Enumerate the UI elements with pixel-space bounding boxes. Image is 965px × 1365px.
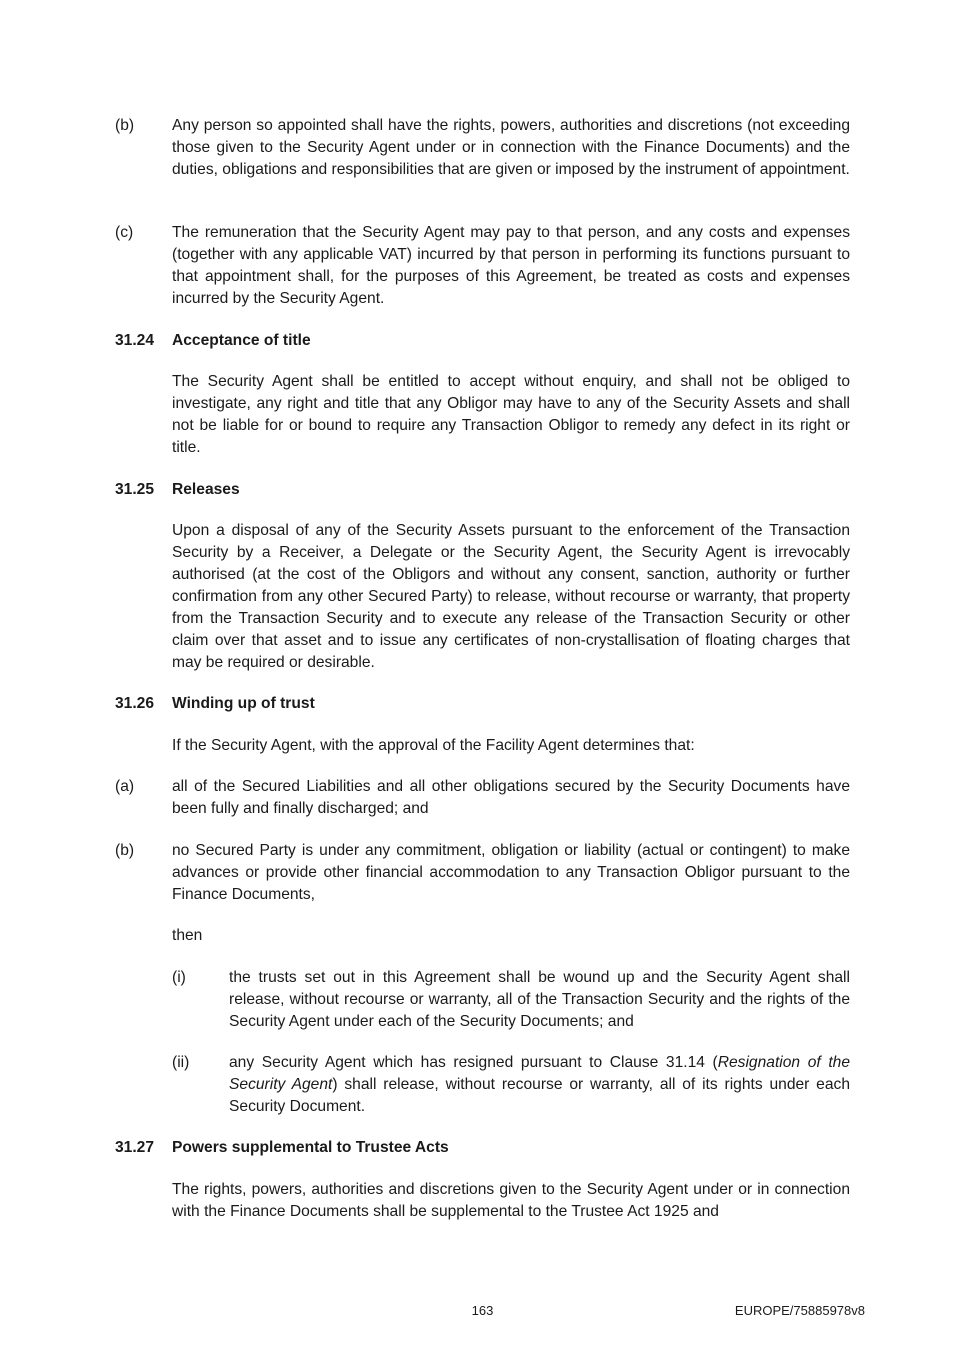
clause-number: 31.26 [115,695,155,712]
clause-title: Powers supplemental to Trustee Acts [172,1139,449,1156]
paragraph-text: Any person so appointed shall have the rights, powers, authorities and discretions (not exceeding those given to the Security Agent under or in connection with the Finance Documents) and the duties, obligations and responsibilities that are given or imposed by the instrument of appointment. [172,117,850,178]
paragraph-label: (c) [115,224,134,241]
clause-number: 31.27 [115,1139,155,1156]
clause-body-text: The Security Agent shall be entitled to accept without enquiry, and shall not be obliged to investigate, any right and title that any Obligor may have to any of the Security Assets and shall not be liable for or bound to require any Transaction Obligor to remedy any defect in its right or title. [172,373,850,456]
clause-title: Acceptance of title [172,332,311,349]
clause-body-31-25 [115,520,850,674]
clause-body-31-27 [115,1179,850,1223]
clause-heading-31-24 [115,330,850,352]
subparagraph-ii-resigned [172,1052,850,1118]
paragraph-label: (a) [115,778,135,795]
paragraph-label: (b) [115,117,135,134]
then-text: then [172,927,203,944]
paragraph-a-discharged [115,776,850,820]
clause-body-text: Upon a disposal of any of the Security Assets pursuant to the enforcement of the Transaction Security by a Receiver, a Delegate or the Security Agent, the Security Agent is irrevocably authorised (at the cost of the Obligors and without any consent, sanction, authority or further confirmation from any other Secured Party) to release, without recourse or warranty, that property from the Transaction Security and to execute any release of the Transaction Security or other claim over that asset and to issue any certificates of non-crystallisation of floating charges that may be required or desirable. [172,522,850,671]
paragraph-b-no-commitment [115,840,850,906]
subparagraph-text: the trusts set out in this Agreement shall be wound up and the Security Agent shall release, without recourse or warranty, all of the Transaction Security and the rights of the Security Agent under each of the Security Documents; and [229,969,850,1030]
subparagraph-label: (i) [172,969,186,986]
clause-number: 31.25 [115,481,155,498]
subparagraph-text-part-2: ) shall release, without recourse or warranty, all of its rights under each Security Document. [229,1076,850,1115]
paragraph-text: The remuneration that the Security Agent may pay to that person, and any costs and expenses (together with any applicable VAT) incurred by that person in performing its functions pursuant to that appointment shall, for the purposes of this Agreement, be treated as costs and expenses incurred by the Security Agent. [172,224,850,307]
clause-title: Winding up of trust [172,695,315,712]
clause-number: 31.24 [115,332,155,349]
subparagraph-label: (ii) [172,1054,190,1071]
paragraph-c-remuneration [115,222,850,310]
clause-body-31-24 [115,371,850,459]
clause-heading-31-27 [115,1137,850,1159]
document-reference: EUROPE/75885978v8 [734,1303,865,1318]
then-line [115,925,850,947]
paragraph-b-appointment [115,115,850,181]
subparagraph-i-wound-up [172,967,850,1033]
clause-intro-31-26 [115,735,850,757]
page-number: 163 [471,1303,494,1318]
clause-body-text: The rights, powers, authorities and discretions given to the Security Agent under or in connection with the Finance Documents shall be supplemental to the Trustee Act 1925 and [172,1181,850,1220]
paragraph-text: all of the Secured Liabilities and all other obligations secured by the Security Documents have been fully and finally discharged; and [172,778,850,817]
subparagraph-text [229,1052,850,1118]
paragraph-label: (b) [115,842,135,859]
clause-title: Releases [172,481,240,498]
subparagraph-text-part-1: any Security Agent which has resigned pursuant to Clause 31.14 ( [229,1054,718,1071]
clause-reference-italic: Resignation of the Security Agent [229,1054,850,1093]
clause-heading-31-25 [115,479,850,501]
clause-heading-31-26 [115,693,850,715]
clause-intro-text: If the Security Agent, with the approval of the Facility Agent determines that: [172,737,695,754]
paragraph-text: no Secured Party is under any commitment, obligation or liability (actual or contingent) to make advances or provide other financial accommodation to any Transaction Obligor pursuant to the Finance Documents, [172,842,850,903]
